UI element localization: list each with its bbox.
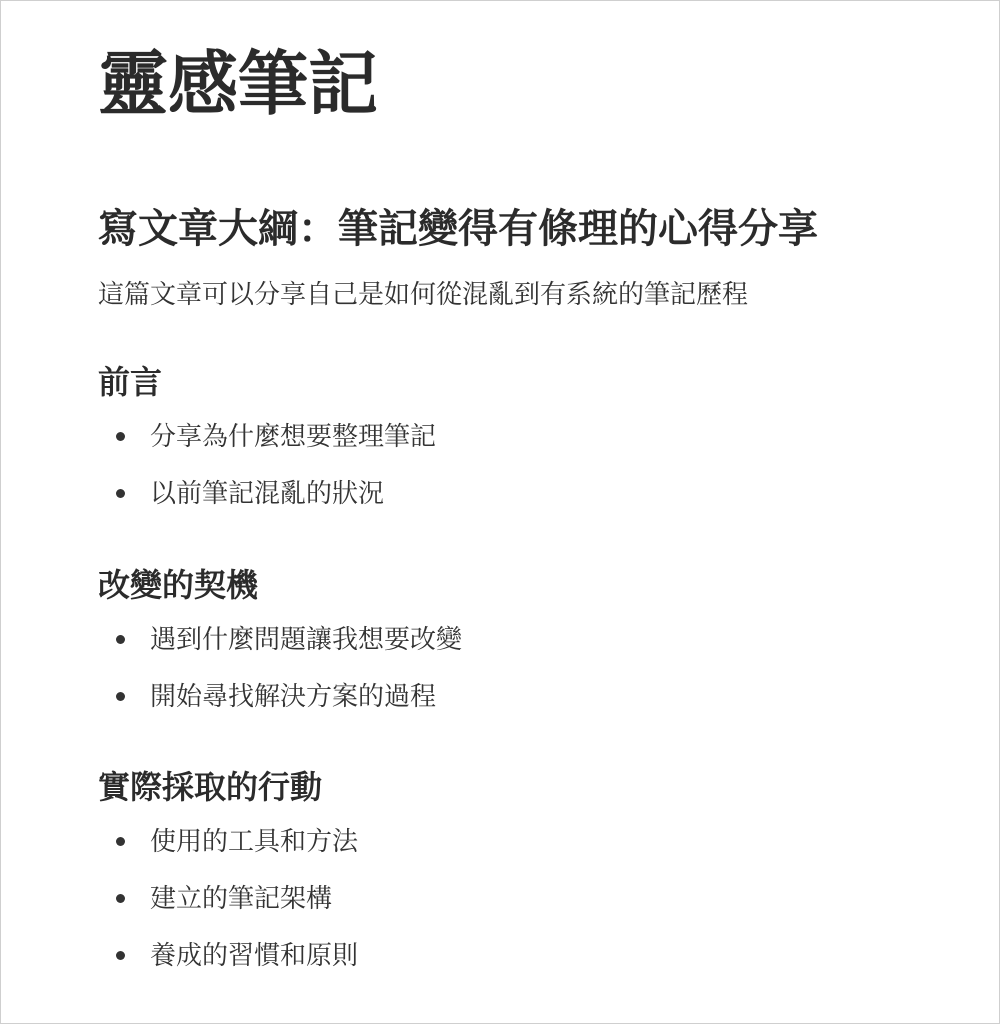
bullet-dot-icon — [116, 692, 125, 701]
list-item[interactable] — [98, 933, 358, 990]
list-item-text: 遇到什麼問題讓我想要改變 — [150, 625, 463, 655]
section-heading[interactable]: 改變的契機 — [98, 566, 259, 604]
section-turning-point — [98, 563, 462, 731]
section-heading[interactable]: 前言 — [98, 363, 163, 401]
bullet-dot-icon — [116, 489, 125, 498]
list-item-text: 以前筆記混亂的狀況 — [150, 479, 385, 509]
list-item[interactable] — [98, 414, 436, 471]
list-item-text: 使用的工具和方法 — [150, 827, 359, 857]
section-intro — [98, 360, 436, 528]
list-item-text: 建立的筆記架構 — [150, 884, 333, 914]
list-item-text: 開始尋找解決方案的過程 — [150, 682, 437, 712]
section-heading[interactable]: 實際採取的行動 — [98, 768, 323, 806]
bullet-list — [98, 414, 436, 528]
section-actions — [98, 765, 358, 990]
bullet-list — [98, 819, 358, 990]
bullet-list — [98, 617, 462, 731]
list-item-text: 分享為什麼想要整理筆記 — [150, 422, 437, 452]
bullet-dot-icon — [116, 432, 125, 441]
list-item[interactable] — [98, 819, 358, 876]
bullet-dot-icon — [116, 951, 125, 960]
page-title[interactable]: 靈感筆記 — [98, 43, 378, 125]
list-item[interactable] — [98, 617, 462, 674]
article-title[interactable]: 寫文章大綱：筆記變得有條理的心得分享 — [98, 206, 818, 252]
bullet-dot-icon — [116, 837, 125, 846]
list-item-text: 養成的習慣和原則 — [150, 941, 359, 971]
bullet-dot-icon — [116, 894, 125, 903]
article-subtitle[interactable]: 這篇文章可以分享自己是如何從混亂到有系統的筆記歷程 — [98, 280, 749, 310]
bullet-dot-icon — [116, 635, 125, 644]
list-item[interactable] — [98, 674, 462, 731]
list-item[interactable] — [98, 471, 436, 528]
list-item[interactable] — [98, 876, 358, 933]
